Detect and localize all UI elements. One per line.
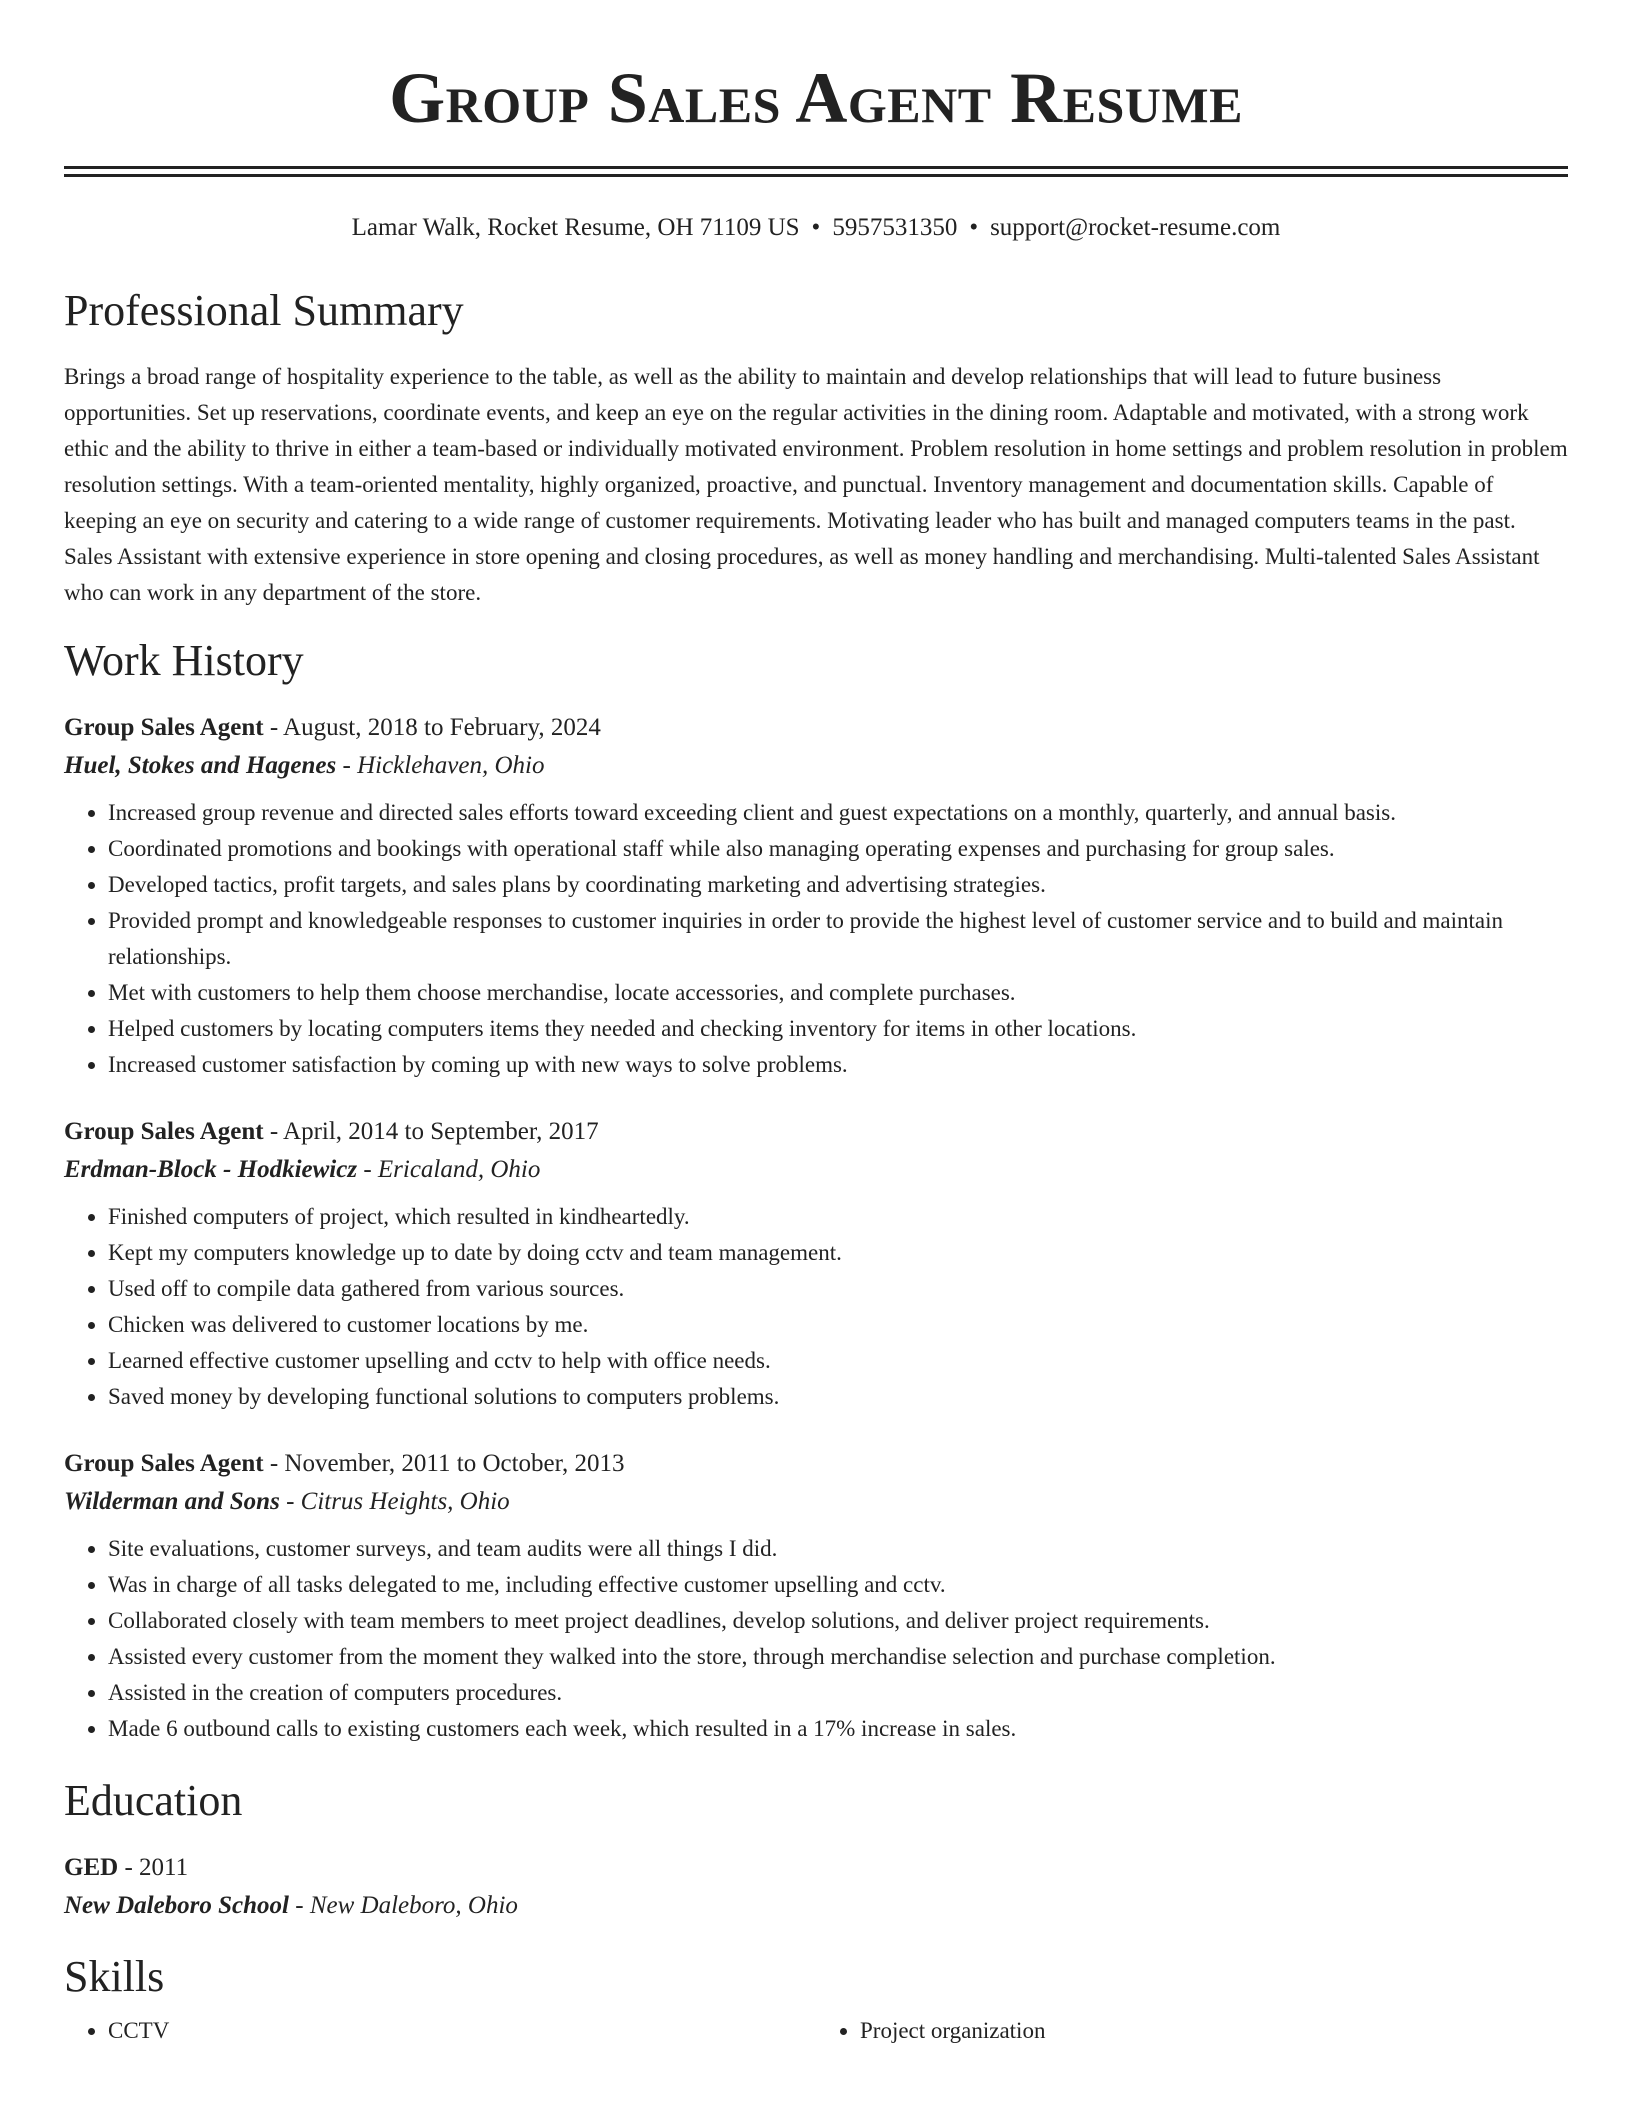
job-bullet: • Helped customers by locating computers items they needed and checking inventory for items in other locations. xyxy=(108,1011,1568,1047)
education-school-line xyxy=(64,1887,1568,1925)
job-bullet: • Provided prompt and knowledgeable responses to customer inquiries in order to provide the highest level of customer service and to build and maintain relationships. xyxy=(108,903,1568,975)
job-bullet: • Coordinated promotions and bookings with operational staff while also managing operating expenses and purchasing for group sales. xyxy=(108,831,1568,867)
job-bullet: • Finished computers of project, which resulted in kindheartedly. xyxy=(108,1199,1568,1235)
contact-address: Lamar Walk, Rocket Resume, OH 71109 US xyxy=(351,214,800,241)
contact-phone: 5957531350 xyxy=(832,214,958,241)
job-company-line xyxy=(64,747,1568,785)
skills-heading: Skills xyxy=(64,1952,165,2001)
contact-separator: • xyxy=(811,214,821,241)
job-bullet: • Increased customer satisfaction by coming up with new ways to solve problems. xyxy=(108,1047,1568,1083)
job-title-line xyxy=(64,1113,1568,1151)
job-title: Group Sales Agent xyxy=(64,1118,264,1145)
job-entry xyxy=(64,709,1568,1083)
summary-heading: Professional Summary xyxy=(64,286,464,335)
job-bullets xyxy=(64,1199,1568,1415)
work-history-heading: Work History xyxy=(64,636,304,685)
contact-email: support@rocket-resume.com xyxy=(990,214,1281,241)
job-bullet: • Collaborated closely with team members to meet project deadlines, develop solutions, and deliver project requirements. xyxy=(108,1603,1568,1639)
skills-left-list xyxy=(64,2013,816,2049)
job-bullet: • Made 6 outbound calls to existing customers each week, which resulted in a 17% increase in sales. xyxy=(108,1711,1568,1747)
title-double-rule xyxy=(64,166,1568,177)
education-entry xyxy=(64,1849,1568,1925)
skills-right-list xyxy=(816,2013,1568,2049)
job-entry xyxy=(64,1445,1568,1747)
job-title: Group Sales Agent xyxy=(64,1450,264,1477)
job-company-line xyxy=(64,1151,1568,1189)
job-bullet: • Chicken was delivered to customer locations by me. xyxy=(108,1307,1568,1343)
job-bullet: • Developed tactics, profit targets, and sales plans by coordinating marketing and advertising strategies. xyxy=(108,867,1568,903)
job-bullet: • Learned effective customer upselling and cctv to help with office needs. xyxy=(108,1343,1568,1379)
education-school: New Daleboro School xyxy=(64,1892,289,1919)
job-location: - Citrus Heights, Ohio xyxy=(279,1488,510,1515)
job-bullets xyxy=(64,1531,1568,1747)
contact-separator: • xyxy=(969,214,979,241)
contact-line xyxy=(64,213,1568,243)
job-bullet: • Used off to compile data gathered from various sources. xyxy=(108,1271,1568,1307)
education-location: - New Daleboro, Ohio xyxy=(289,1892,518,1919)
job-dates: - April, 2014 to September, 2017 xyxy=(263,1118,599,1145)
job-company: Huel, Stokes and Hagenes xyxy=(64,752,337,779)
job-dates: - November, 2011 to October, 2013 xyxy=(263,1450,625,1477)
job-company: Wilderman and Sons xyxy=(64,1488,280,1515)
job-bullet: • Assisted in the creation of computers procedures. xyxy=(108,1675,1568,1711)
job-location: - Ericaland, Ohio xyxy=(357,1156,541,1183)
job-title-line xyxy=(64,1445,1568,1483)
education-degree: GED xyxy=(64,1854,119,1881)
job-bullet: • Met with customers to help them choose merchandise, locate accessories, and complete purchases. xyxy=(108,975,1568,1011)
resume-page xyxy=(64,0,1568,2049)
summary-text: Brings a broad range of hospitality experience to the table, as well as the ability to maintain and develop relationships that will lead to future business opportunities. Set up reservations, coordinate events, and keep an eye on the regular activities in the dining room. Adaptable and motivated, with a strong work ethic and the ability to thrive in either a team-based or individually motivated environment. Problem resolution in home settings and problem resolution in problem resolution settings. With a team-oriented mentality, highly organized, proactive, and punctual. Inventory management and documentation skills. Capable of keeping an eye on security and catering to a wide range of customer requirements. Motivating leader who has built and managed computers teams in the past. Sales Assistant with extensive experience in store opening and closing procedures, as well as money handling and merchandising. Multi-talented Sales Assistant who can work in any department of the store. xyxy=(64,364,1568,605)
skills-columns xyxy=(64,2013,1568,2049)
education-degree-line xyxy=(64,1849,1568,1887)
job-title: Group Sales Agent xyxy=(64,714,264,741)
skill-item: • CCTV xyxy=(108,2013,816,2049)
job-bullet: • Saved money by developing functional solutions to computers problems. xyxy=(108,1379,1568,1415)
job-company: Erdman-Block - Hodkiewicz xyxy=(64,1156,358,1183)
job-bullets xyxy=(64,795,1568,1083)
job-dates: - August, 2018 to February, 2024 xyxy=(263,714,601,741)
education-year: - 2011 xyxy=(118,1854,189,1881)
job-title-line xyxy=(64,709,1568,747)
job-entry xyxy=(64,1113,1568,1415)
job-bullet: • Assisted every customer from the moment they walked into the store, through merchandise selection and purchase completion. xyxy=(108,1639,1568,1675)
job-bullet: • Site evaluations, customer surveys, and team audits were all things I did. xyxy=(108,1531,1568,1567)
education-heading: Education xyxy=(64,1776,243,1825)
resume-title: Group Sales Agent Resume xyxy=(389,58,1243,138)
job-bullet: • Increased group revenue and directed sales efforts toward exceeding client and guest expectations on a monthly, quarterly, and annual basis. xyxy=(108,795,1568,831)
job-company-line xyxy=(64,1483,1568,1521)
job-bullet: • Kept my computers knowledge up to date by doing cctv and team management. xyxy=(108,1235,1568,1271)
job-location: - Hicklehaven, Ohio xyxy=(336,752,545,779)
job-bullet: • Was in charge of all tasks delegated to me, including effective customer upselling and cctv. xyxy=(108,1567,1568,1603)
skill-item: • Project organization xyxy=(860,2013,1568,2049)
